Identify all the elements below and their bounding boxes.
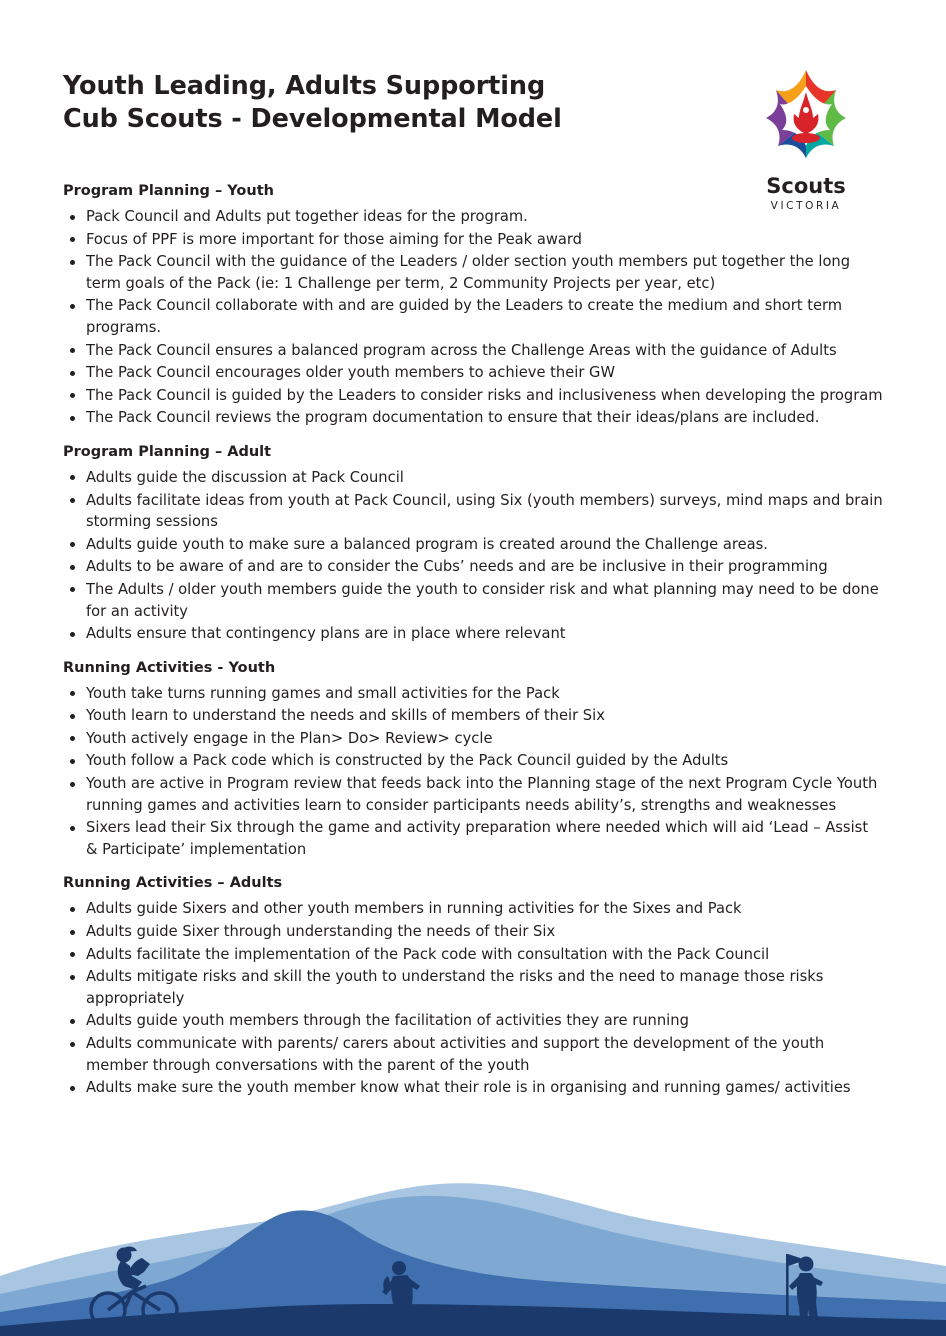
logo-state-label: VICTORIA xyxy=(770,200,842,212)
bullet-list xyxy=(63,683,883,861)
list-item: Adults to be aware of and are to consider the Cubs’ needs and are be inclusive in their programming xyxy=(63,556,883,578)
list-item: Adults make sure the youth member know what their role is in organising and running games/ activities xyxy=(63,1077,883,1099)
list-item: The Pack Council is guided by the Leaders to consider risks and inclusiveness when developing the program xyxy=(63,385,883,407)
list-item: Pack Council and Adults put together ideas for the program. xyxy=(63,206,883,228)
list-item: Youth take turns running games and small activities for the Pack xyxy=(63,683,883,705)
section-program-planning-youth xyxy=(63,180,883,429)
list-item: Youth actively engage in the Plan> Do> Review> cycle xyxy=(63,728,883,750)
bullet-list xyxy=(63,898,883,1098)
list-item: Adults ensure that contingency plans are in place where relevant xyxy=(63,623,883,645)
list-item: The Pack Council with the guidance of the Leaders / older section youth members put together the long term goals of the Pack (ie: 1 Challenge per term, 2 Community Projects per year, etc) xyxy=(63,251,883,294)
document-body xyxy=(63,180,883,1111)
list-item: Adults guide the discussion at Pack Council xyxy=(63,467,883,489)
list-item: The Pack Council ensures a balanced program across the Challenge Areas with the guidance of Adults xyxy=(63,340,883,362)
list-item: Adults facilitate ideas from youth at Pack Council, using Six (youth members) surveys, mind maps and brain storming sessions xyxy=(63,490,883,533)
list-item: Adults mitigate risks and skill the youth to understand the risks and the need to manage those risks appropriately xyxy=(63,966,883,1009)
list-item: The Pack Council encourages older youth members to achieve their GW xyxy=(63,362,883,384)
list-item: Focus of PPF is more important for those aiming for the Peak award xyxy=(63,229,883,251)
footer-landscape-graphic xyxy=(0,1126,946,1336)
section-program-planning-adult xyxy=(63,441,883,645)
list-item: Youth follow a Pack code which is constructed by the Pack Council guided by the Adults xyxy=(63,750,883,772)
section-heading: Program Planning – Adult xyxy=(63,443,272,460)
list-item: The Pack Council reviews the program documentation to ensure that their ideas/plans are included. xyxy=(63,407,883,429)
footer-illustration xyxy=(0,1126,946,1336)
list-item: Adults guide Sixer through understanding the needs of their Six xyxy=(63,921,883,943)
page-title xyxy=(63,70,703,136)
list-item: The Pack Council collaborate with and are guided by the Leaders to create the medium and short term programs. xyxy=(63,295,883,338)
list-item: Adults communicate with parents/ carers about activities and support the development of the youth member through conversations with the parent of the youth xyxy=(63,1033,883,1076)
section-running-activities-adults xyxy=(63,872,883,1098)
list-item: Youth are active in Program review that feeds back into the Planning stage of the next Program Cycle Youth running games and activities learn to consider participants needs ability’s, strengths and weaknesses xyxy=(63,773,883,816)
bullet-list xyxy=(63,206,883,429)
list-item: The Adults / older youth members guide the youth to consider risk and what planning may need to be done for an activity xyxy=(63,579,883,622)
title-line-2: Cub Scouts - Developmental Model xyxy=(63,104,562,134)
list-item: Adults facilitate the implementation of the Pack code with consultation with the Pack Council xyxy=(63,944,883,966)
list-item: Adults guide youth members through the facilitation of activities they are running xyxy=(63,1010,883,1032)
bullet-list xyxy=(63,467,883,645)
list-item: Sixers lead their Six through the game and activity preparation where needed which will aid ‘Lead – Assist & Participate’ implementation xyxy=(63,817,883,860)
list-item: Adults guide youth to make sure a balanced program is created around the Challenge areas. xyxy=(63,534,883,556)
logo-wordmark: Scouts xyxy=(766,174,846,198)
title-line-1: Youth Leading, Adults Supporting xyxy=(63,71,546,101)
section-heading: Running Activities - Youth xyxy=(63,659,276,676)
list-item: Youth learn to understand the needs and skills of members of their Six xyxy=(63,705,883,727)
section-heading: Program Planning – Youth xyxy=(63,183,274,199)
list-item: Adults guide Sixers and other youth members in running activities for the Sixes and Pack xyxy=(63,898,883,920)
section-heading: Running Activities – Adults xyxy=(63,875,283,892)
section-running-activities-youth xyxy=(63,657,883,861)
